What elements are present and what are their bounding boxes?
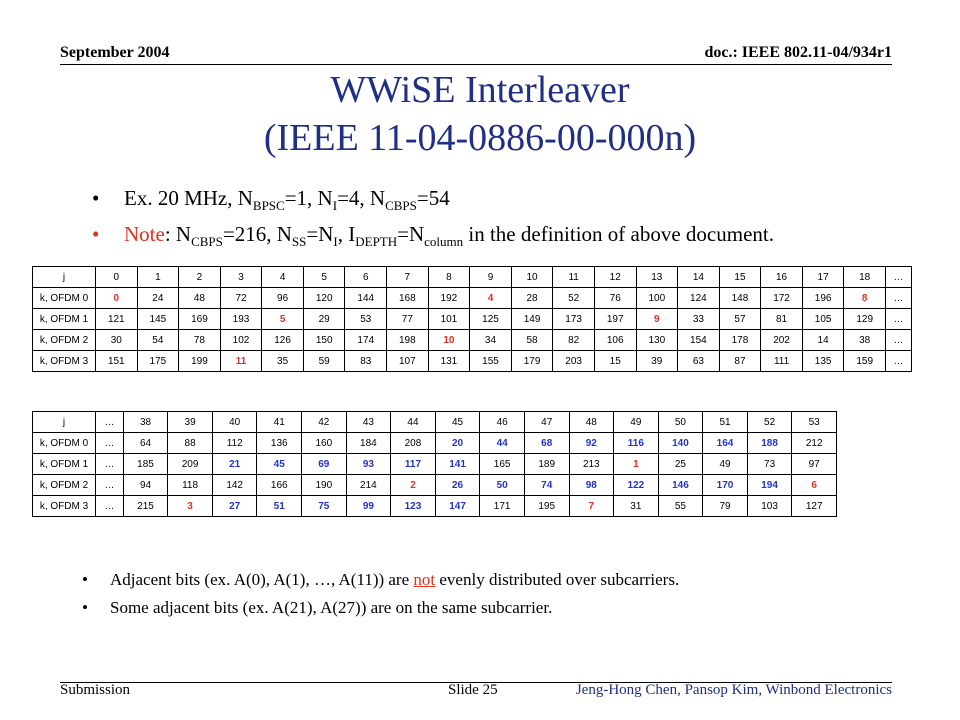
table-row <box>33 454 837 475</box>
table-cell: 49 <box>614 412 659 433</box>
table-cell: 48 <box>569 412 614 433</box>
table-cell: 127 <box>792 496 837 517</box>
table-cell: 111 <box>761 351 803 372</box>
table-cell: 120 <box>303 288 345 309</box>
table-cell: 11 <box>220 351 262 372</box>
bullet-example: • Ex. 20 MHz, $N_{BPSC}=1$, $N_I=4$, $N_{CBPS}=54$ <box>92 186 450 214</box>
table-cell: 146 <box>658 475 703 496</box>
bullet-same-subcarrier: • Some adjacent bits (ex. A(21), A(27)) are on the same subcarrier. <box>82 598 553 617</box>
table-cell: 83 <box>345 351 387 372</box>
table-cell: 13 <box>636 267 678 288</box>
table-cell: 194 <box>747 475 792 496</box>
table-cell: 15 <box>594 351 636 372</box>
table-cell: 8 <box>428 267 470 288</box>
table-cell: 38 <box>844 330 886 351</box>
table-cell: 96 <box>262 288 304 309</box>
table-cell: 78 <box>179 330 221 351</box>
table-cell: 175 <box>137 351 179 372</box>
table-cell: 118 <box>168 475 213 496</box>
table-cell: 192 <box>428 288 470 309</box>
table-cell: 102 <box>220 330 262 351</box>
footer-authors: Jeng-Hong Chen, Pansop Kim, Winbond Electronics <box>575 682 892 698</box>
table-cell: 154 <box>678 330 720 351</box>
table-cell: 140 <box>658 433 703 454</box>
table-cell: 17 <box>802 267 844 288</box>
table-cell: 213 <box>569 454 614 475</box>
table-cell: 142 <box>212 475 257 496</box>
table-cell: 212 <box>792 433 837 454</box>
table-cell: 6 <box>792 475 837 496</box>
row-header-cell: k, OFDM 3 <box>33 496 96 517</box>
table-cell: 55 <box>658 496 703 517</box>
row-header-cell: j <box>33 412 96 433</box>
interleaver-table-2 <box>32 411 837 517</box>
title-line-1: WWiSE Interleaver <box>330 69 630 111</box>
table-cell: 155 <box>470 351 512 372</box>
table-row <box>33 267 912 288</box>
table-row <box>33 496 837 517</box>
table-cell: 74 <box>524 475 569 496</box>
table-cell: 171 <box>480 496 525 517</box>
table-cell: 50 <box>480 475 525 496</box>
table-cell: 41 <box>257 412 302 433</box>
table-cell: 39 <box>168 412 213 433</box>
slide-title <box>0 66 960 162</box>
table-cell: 76 <box>594 288 636 309</box>
table-cell: 64 <box>123 433 168 454</box>
table-cell: 51 <box>257 496 302 517</box>
table-cell: 18 <box>844 267 886 288</box>
table-cell: 136 <box>257 433 302 454</box>
table-cell: 2 <box>179 267 221 288</box>
table-cell: 199 <box>179 351 221 372</box>
table-cell: 40 <box>212 412 257 433</box>
table-cell: 52 <box>553 288 595 309</box>
table-row <box>33 475 837 496</box>
table-cell: 16 <box>761 267 803 288</box>
bottom-bullets <box>82 566 679 622</box>
title-line-2: (IEEE 11-04-0886-00-000n) <box>263 117 697 159</box>
table-cell: 51 <box>703 412 748 433</box>
table-cell: 198 <box>387 330 429 351</box>
table-cell: 97 <box>792 454 837 475</box>
table-cell: 1 <box>137 267 179 288</box>
table-cell: 73 <box>747 454 792 475</box>
table-cell: 75 <box>302 496 347 517</box>
table-cell: 53 <box>792 412 837 433</box>
table-cell: 46 <box>480 412 525 433</box>
table-cell: 190 <box>302 475 347 496</box>
table-cell: 166 <box>257 475 302 496</box>
table-cell: 26 <box>435 475 480 496</box>
table-cell: 214 <box>346 475 391 496</box>
row-header-cell: k, OFDM 2 <box>33 475 96 496</box>
table-cell: … <box>96 412 124 433</box>
table-cell: 151 <box>96 351 138 372</box>
table-cell: … <box>96 433 124 454</box>
table-cell: 160 <box>302 433 347 454</box>
table-cell: … <box>885 267 911 288</box>
table-cell: 24 <box>137 288 179 309</box>
table-cell: 81 <box>761 309 803 330</box>
table-cell: 57 <box>719 309 761 330</box>
table-cell: 50 <box>658 412 703 433</box>
table-row <box>33 330 912 351</box>
table-cell: 131 <box>428 351 470 372</box>
table-cell: 3 <box>220 267 262 288</box>
table-cell: 34 <box>470 330 512 351</box>
table-cell: 48 <box>179 288 221 309</box>
table-cell: 209 <box>168 454 213 475</box>
table-cell: 174 <box>345 330 387 351</box>
table-cell: 8 <box>844 288 886 309</box>
table-cell: 68 <box>524 433 569 454</box>
table-row <box>33 433 837 454</box>
table-cell: 14 <box>802 330 844 351</box>
table-cell: 11 <box>553 267 595 288</box>
table-cell: 58 <box>511 330 553 351</box>
table-row <box>33 288 912 309</box>
table-cell: 107 <box>387 351 429 372</box>
row-header-cell: k, OFDM 1 <box>33 454 96 475</box>
table-cell: 116 <box>614 433 659 454</box>
table-cell: 3 <box>168 496 213 517</box>
table-cell: 1 <box>614 454 659 475</box>
header-doc-id: doc.: IEEE 802.11-04/934r1 <box>704 44 892 61</box>
table-cell: 42 <box>302 412 347 433</box>
table-cell: 79 <box>703 496 748 517</box>
table-cell: 10 <box>511 267 553 288</box>
table-cell: … <box>885 351 911 372</box>
table-row <box>33 351 912 372</box>
table-cell: 203 <box>553 351 595 372</box>
table-cell: 94 <box>123 475 168 496</box>
table-cell: 123 <box>391 496 436 517</box>
table-cell: 164 <box>703 433 748 454</box>
table-cell: 5 <box>303 267 345 288</box>
table-cell: 43 <box>346 412 391 433</box>
table-cell: 9 <box>636 309 678 330</box>
table-cell: 215 <box>123 496 168 517</box>
table-cell: 117 <box>391 454 436 475</box>
table-cell: 189 <box>524 454 569 475</box>
table-cell: 196 <box>802 288 844 309</box>
table-cell: 98 <box>569 475 614 496</box>
table-cell: 39 <box>636 351 678 372</box>
table-cell: 77 <box>387 309 429 330</box>
table-cell: 14 <box>678 267 720 288</box>
table-cell: 15 <box>719 267 761 288</box>
table-cell: 49 <box>703 454 748 475</box>
table-cell: 63 <box>678 351 720 372</box>
table-cell: 38 <box>123 412 168 433</box>
table-cell: 184 <box>346 433 391 454</box>
table-cell: 144 <box>345 288 387 309</box>
table-cell: 5 <box>262 309 304 330</box>
row-header-cell: k, OFDM 1 <box>33 309 96 330</box>
note-label: Note <box>124 222 165 247</box>
footer-slide-number: Slide 25 <box>448 682 498 698</box>
emphasis-not: not <box>413 570 436 589</box>
table-cell: 72 <box>220 288 262 309</box>
table-row <box>33 412 837 433</box>
table-cell: 149 <box>511 309 553 330</box>
table-cell: 145 <box>137 309 179 330</box>
table-cell: … <box>885 330 911 351</box>
bullet-adjacent-not-distributed: • Adjacent bits (ex. A(0), A(1), …, A(11)) are not evenly distributed over subcarriers. <box>82 570 680 589</box>
table-cell: 69 <box>302 454 347 475</box>
table-cell: 59 <box>303 351 345 372</box>
top-bullets <box>92 184 774 256</box>
table-cell: 165 <box>480 454 525 475</box>
table-cell: 93 <box>346 454 391 475</box>
table-cell: 29 <box>303 309 345 330</box>
table-cell: 92 <box>569 433 614 454</box>
header-date: September 2004 <box>60 44 170 61</box>
table-cell: 82 <box>553 330 595 351</box>
table-cell: 6 <box>345 267 387 288</box>
table-cell: 208 <box>391 433 436 454</box>
header-rule <box>60 64 892 65</box>
footer-submission: Submission <box>60 682 131 698</box>
table-cell: 178 <box>719 330 761 351</box>
table-cell: 44 <box>480 433 525 454</box>
table-cell: 35 <box>262 351 304 372</box>
table-row <box>33 309 912 330</box>
table-cell: 147 <box>435 496 480 517</box>
table-cell: 197 <box>594 309 636 330</box>
table-cell: 4 <box>470 288 512 309</box>
table-cell: 2 <box>391 475 436 496</box>
table-cell: 52 <box>747 412 792 433</box>
table-cell: 99 <box>346 496 391 517</box>
table-cell: 100 <box>636 288 678 309</box>
table-cell: 188 <box>747 433 792 454</box>
table-cell: 0 <box>96 288 138 309</box>
table-cell: 105 <box>802 309 844 330</box>
table-cell: … <box>885 309 911 330</box>
table-cell: 0 <box>96 267 138 288</box>
table-cell: 44 <box>391 412 436 433</box>
table-cell: 28 <box>511 288 553 309</box>
table-cell: 31 <box>614 496 659 517</box>
table-cell: 112 <box>212 433 257 454</box>
table-cell: 169 <box>179 309 221 330</box>
table-cell: 20 <box>435 433 480 454</box>
table-cell: 88 <box>168 433 213 454</box>
table-cell: 47 <box>524 412 569 433</box>
table-cell: 126 <box>262 330 304 351</box>
row-header-cell: k, OFDM 2 <box>33 330 96 351</box>
table-cell: 7 <box>569 496 614 517</box>
table-cell: 124 <box>678 288 720 309</box>
table-cell: 141 <box>435 454 480 475</box>
table-cell: 129 <box>844 309 886 330</box>
table-cell: 106 <box>594 330 636 351</box>
table-cell: 53 <box>345 309 387 330</box>
table-cell: 45 <box>435 412 480 433</box>
table-cell: 202 <box>761 330 803 351</box>
table-cell: 125 <box>470 309 512 330</box>
table-cell: 30 <box>96 330 138 351</box>
table-cell: 148 <box>719 288 761 309</box>
row-header-cell: k, OFDM 0 <box>33 288 96 309</box>
table-cell: 159 <box>844 351 886 372</box>
table-cell: 101 <box>428 309 470 330</box>
table-cell: … <box>96 475 124 496</box>
table-cell: … <box>96 454 124 475</box>
table-cell: 33 <box>678 309 720 330</box>
table-cell: 27 <box>212 496 257 517</box>
table-cell: 150 <box>303 330 345 351</box>
row-header-cell: k, OFDM 3 <box>33 351 96 372</box>
table-cell: 121 <box>96 309 138 330</box>
table-cell: 54 <box>137 330 179 351</box>
table-cell: 135 <box>802 351 844 372</box>
table-cell: 168 <box>387 288 429 309</box>
table-cell: 10 <box>428 330 470 351</box>
table-cell: 25 <box>658 454 703 475</box>
table-cell: 185 <box>123 454 168 475</box>
table-cell: 122 <box>614 475 659 496</box>
table-cell: 195 <box>524 496 569 517</box>
table-cell: 193 <box>220 309 262 330</box>
bullet-note: • Note: $N_{CBPS}=216$, $N_{SS}=N_I$, $I_{DEPTH}=N_{column}$ in the definition of above document. <box>92 222 774 250</box>
table-cell: 170 <box>703 475 748 496</box>
interleaver-table-1 <box>32 266 912 372</box>
table-cell: … <box>96 496 124 517</box>
table-cell: 172 <box>761 288 803 309</box>
row-header-cell: k, OFDM 0 <box>33 433 96 454</box>
table-cell: 179 <box>511 351 553 372</box>
table-cell: 103 <box>747 496 792 517</box>
table-cell: … <box>885 288 911 309</box>
row-header-cell: j <box>33 267 96 288</box>
table-cell: 12 <box>594 267 636 288</box>
table-cell: 21 <box>212 454 257 475</box>
table-cell: 173 <box>553 309 595 330</box>
table-cell: 45 <box>257 454 302 475</box>
table-cell: 87 <box>719 351 761 372</box>
table-cell: 9 <box>470 267 512 288</box>
table-cell: 4 <box>262 267 304 288</box>
table-cell: 130 <box>636 330 678 351</box>
table-cell: 7 <box>387 267 429 288</box>
